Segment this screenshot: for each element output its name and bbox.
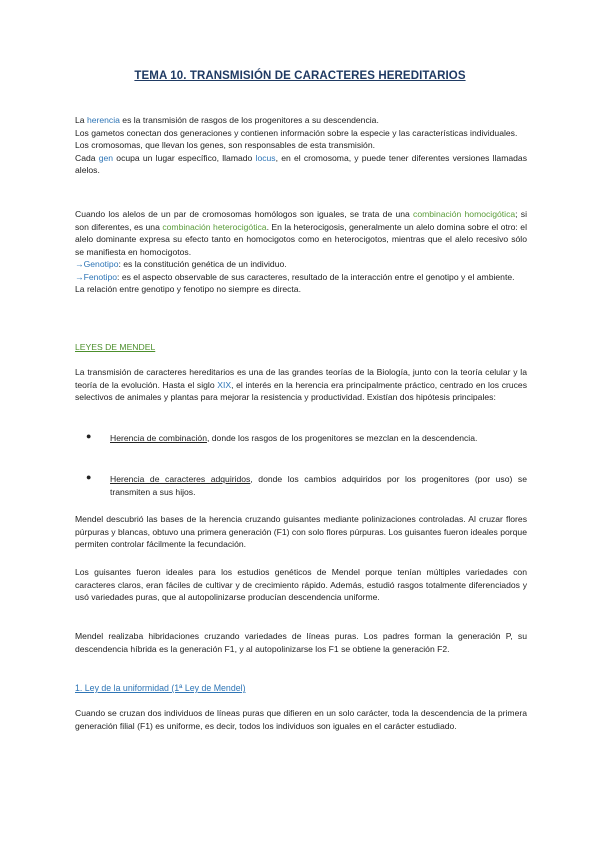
term-gen: gen (98, 152, 114, 163)
relacion-line: La relación entre genotipo y fenotipo no siempre es directa. (75, 284, 301, 294)
term-siglo: XIX (217, 379, 232, 390)
term-caracteres-adquiridos: Herencia de caracteres adquiridos (110, 474, 251, 484)
intro-line-cromosomas: Los cromosomas, que llevan los genes, son responsables de esta transmisión. (75, 140, 375, 150)
list-item: Herencia de combinación, donde los rasgos de los progenitores se mezclan en la descendencia. (110, 433, 478, 443)
leyes-intro-paragraph: La transmisión de caracteres hereditarios es una de las grandes teorías de la Biología, junto con la teoría celular y la teoría de la evolución. Hasta el siglo XIX, el interés en la herencia era principalmente práctico, centrado en los cruces selectivos de animales y plantas para mejorar la resistencia y productividad. Existían dos hipótesis principales: (75, 367, 527, 402)
fenotipo-line: →Fenotipo: es el aspecto observable de sus caracteres, resultado de la interacción entre el genotipo y el ambiente. (75, 271, 515, 282)
ley1-paragraph: Cuando se cruzan dos individuos de líneas puras que difieren en un solo carácter, toda la descendencia de la primera generación filial (F1) es uniforme, es decir, todos los individuos son iguales en el carácter estudiado. (75, 708, 527, 731)
list-item: Herencia de caracteres adquiridos, donde los cambios adquiridos por los progenitores (por uso) se transmiten a sus hijos. (110, 474, 527, 497)
term-genotipo: →Genotipo (75, 259, 119, 269)
intro-paragraph (75, 114, 527, 177)
bullet-icon: ● (86, 472, 92, 482)
intro-line-herencia: La herencia es la transmisión de rasgos de los progenitores a su descendencia. (75, 115, 379, 125)
alelos-text: Cuando los alelos de un par de cromosomas homólogos son iguales, se trata de una combinación homocigótica; si son diferentes, es una combinación heterocigótica. En la heterocigosis, generalmente un alelo domina sobre el otro: el alelo dominante expresa su efecto tanto en homocigotos como en heterocigotos, mientras que el alelo recesivo sólo se manifiesta en homocigotos. (75, 209, 527, 257)
intro-line-gen: Cada gen ocupa un lugar específico, llamado locus, en el cromosoma, y puede tener diferentes versiones llamadas alelos. (75, 152, 527, 175)
term-locus: locus (255, 152, 276, 163)
term-herencia-combinacion: Herencia de combinación (110, 433, 207, 443)
alelos-paragraph (75, 208, 527, 296)
term-herencia: herencia (86, 115, 120, 125)
genotipo-line: →Genotipo: es la constitución genética de un individuo. (75, 259, 287, 269)
term-heterocigotica: combinación heterocigótica (162, 221, 267, 232)
mendel-paragraph-2: Los guisantes fueron ideales para los estudios genéticos de Mendel porque tenían múltiples variedades con caracteres claros, eran fáciles de cultivar y de crecimiento rápido. Además, estudió rasgos totalmente diferenciados y usó variedades puras, que al autopolinizarse producían descendencia uniforme. (75, 567, 527, 602)
mendel-paragraph-1: Mendel descubrió las bases de la herencia cruzando guisantes mediante polinizaciones controladas. Al cruzar flores púrpuras y blancas, obtuvo una primera generación (F1) con solo flores púrpuras. Los guisantes fueron ideales porque permiten controlar fácilmente la fecundación. (75, 514, 527, 549)
term-homocigotica: combinación homocigótica (413, 209, 516, 219)
mendel-paragraph-3: Mendel realizaba hibridaciones cruzando variedades de líneas puras. Los padres forman la generación P, su descendencia híbrida es la generación F1, y al autopolinizarse los F1 se obtiene la generación F2. (75, 631, 527, 654)
page-title: TEMA 10. TRANSMISIÓN DE CARACTERES HEREDITARIOS (134, 70, 466, 82)
section-heading-leyes: LEYES DE MENDEL (75, 342, 156, 352)
bullet-icon: ● (86, 431, 92, 441)
term-fenotipo: →Fenotipo (75, 271, 118, 282)
section-heading-ley1: 1. Ley de la uniformidad (1ª Ley de Mendel) (75, 683, 246, 693)
intro-line-gametos: Los gametos conectan dos generaciones y contienen información sobre la especie y las características individuales. (75, 127, 518, 138)
